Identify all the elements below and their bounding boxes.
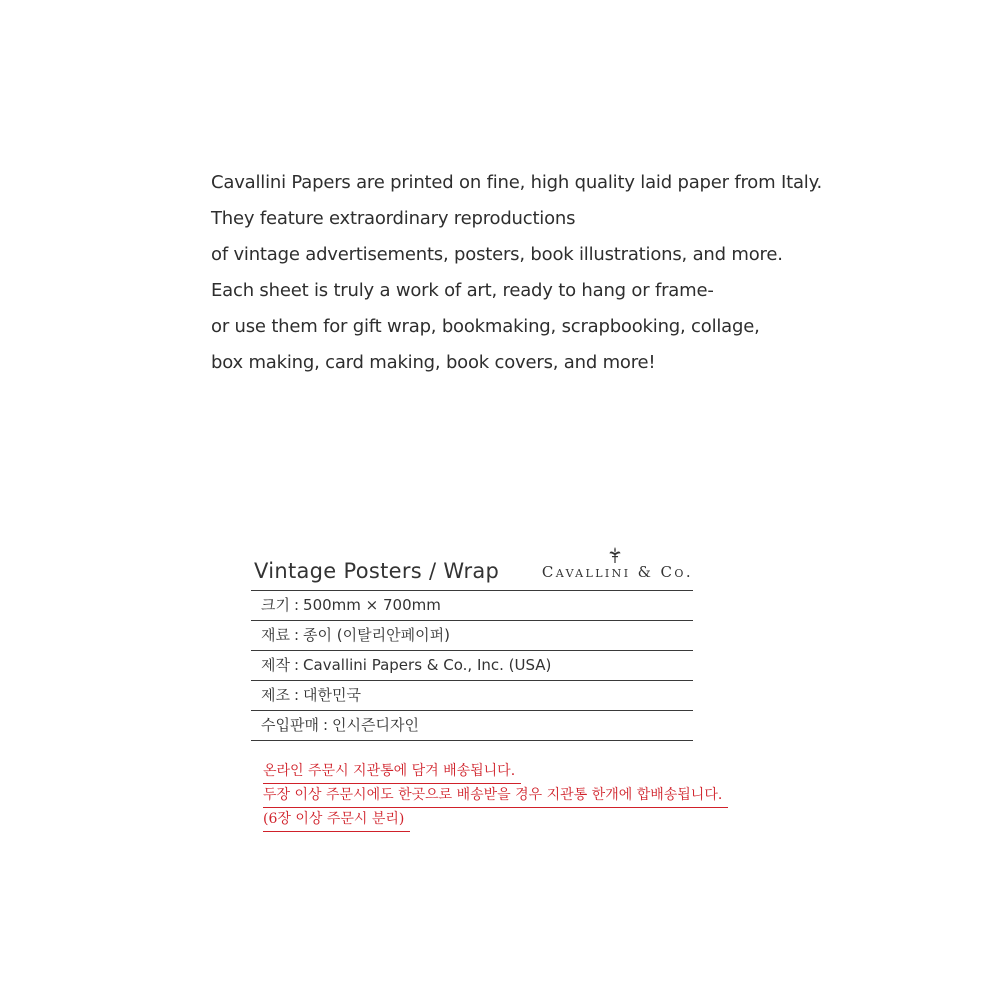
spec-label: 제작 — [261, 656, 290, 674]
spec-row-size — [251, 591, 693, 621]
description-line: Cavallini Papers are printed on fine, high quality laid paper from Italy. — [211, 172, 822, 193]
spec-label: 수입판매 — [261, 716, 319, 734]
fleur-de-lis-icon — [606, 546, 624, 564]
description-line: box making, card making, book covers, and more! — [211, 352, 656, 373]
spec-header — [251, 545, 693, 591]
spec-value: 대한민국 — [303, 686, 362, 704]
spec-row-importer — [251, 711, 693, 741]
spec-separator: : — [322, 716, 329, 734]
spec-label: 제조 — [261, 686, 290, 704]
spec-row-manufacture — [251, 681, 693, 711]
spec-row-material — [251, 621, 693, 651]
spec-separator: : — [293, 686, 300, 704]
spec-label: 재료 — [261, 626, 290, 644]
description-line: Each sheet is truly a work of art, ready to hang or frame- — [211, 280, 714, 301]
shipping-note: 온라인 주문시 지관통에 담겨 배송됩니다. — [263, 760, 521, 784]
product-description — [211, 165, 931, 381]
description-line: They feature extraordinary reproductions — [211, 208, 576, 229]
spec-separator: : — [293, 626, 300, 644]
description-line: of vintage advertisements, posters, book illustrations, and more. — [211, 244, 783, 265]
product-title: Vintage Posters / Wrap — [254, 559, 500, 583]
shipping-note-row — [263, 760, 728, 784]
description-line: or use them for gift wrap, bookmaking, scrapbooking, collage, — [211, 316, 760, 337]
spec-separator: : — [293, 596, 300, 614]
shipping-note-row — [263, 808, 728, 832]
spec-value: Cavallini Papers & Co., Inc. (USA) — [303, 656, 552, 674]
spec-row-producer — [251, 651, 693, 681]
brand-name: Cavallini & Co. — [541, 563, 693, 581]
spec-value: 500mm × 700mm — [303, 596, 441, 614]
spec-table — [251, 545, 693, 741]
spec-label: 크기 — [261, 596, 290, 614]
shipping-note: (6장 이상 주문시 분리) — [263, 808, 410, 832]
spec-separator: : — [293, 656, 300, 674]
shipping-notes — [263, 760, 728, 832]
shipping-note-row — [263, 784, 728, 808]
brand-logo — [542, 563, 693, 581]
shipping-note: 두장 이상 주문시에도 한곳으로 배송받을 경우 지관통 한개에 합배송됩니다. — [263, 784, 728, 808]
spec-value: 인시즌디자인 — [332, 716, 419, 734]
spec-value: 종이 (이탈리안페이퍼) — [303, 626, 450, 644]
